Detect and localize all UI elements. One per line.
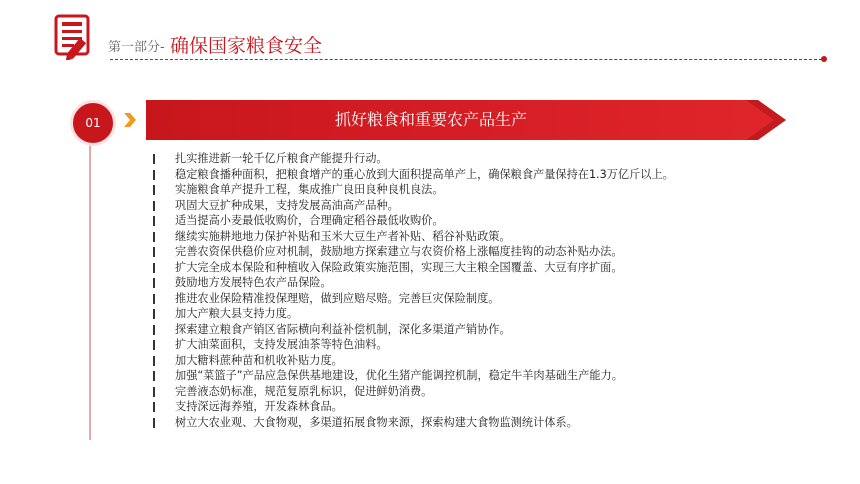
- section-number-badge: 01: [70, 100, 116, 146]
- divider-end-dot: [821, 56, 827, 62]
- list-item: 继续实施耕地地力保护补贴和玉米大豆生产者补贴、稻谷补贴政策。: [153, 229, 773, 245]
- list-item: 扎实推进新一轮千亿斤粮食产能提升行动。: [153, 151, 773, 167]
- page-title: 确保国家粮食安全: [170, 35, 323, 57]
- list-item: 稳定粮食播种面积，把粮食增产的重心放到大面积提高单产上，确保粮食产量保持在1.3万亿斤以上。: [153, 167, 773, 183]
- list-item: 完善液态奶标准，规范复原乳标识，促进鲜奶消费。: [153, 384, 773, 400]
- list-item: 巩固大豆扩种成果，支持发展高油高产品种。: [153, 198, 773, 214]
- list-item: 推进农业保险精准投保理赔，做到应赔尽赔。完善巨灾保险制度。: [153, 291, 773, 307]
- list-item: 扩大完全成本保险和种植收入保险政策实施范围，实现三大主粮全国覆盖、大豆有序扩面。: [153, 260, 773, 276]
- list-item: 实施粮食单产提升工程，集成推广良田良种良机良法。: [153, 182, 773, 198]
- list-item: 支持深远海养殖，开发森林食品。: [153, 399, 773, 415]
- list-item: 加大糖料蔗种苗和机收补贴力度。: [153, 353, 773, 369]
- list-item: 适当提高小麦最低收购价，合理确定稻谷最低收购价。: [153, 213, 773, 229]
- document-pen-icon: [52, 14, 102, 60]
- list-item: 树立大农业观、大食物观，多渠道拓展食物来源，探索构建大食物监测统计体系。: [153, 415, 773, 431]
- list-item: 完善农资保供稳价应对机制，鼓励地方探索建立与农资价格上涨幅度挂钩的动态补贴办法。: [153, 244, 773, 260]
- header-divider: [110, 59, 822, 60]
- chevron-right-icon: [122, 112, 138, 128]
- section-title: 抓好粮食和重要农产品生产: [334, 110, 527, 129]
- list-item: 探索建立粮食产销区省际横向利益补偿机制，深化多渠道产销协作。: [153, 322, 773, 338]
- timeline-line: [89, 140, 91, 440]
- section-prefix: 第一部分-: [108, 40, 165, 55]
- list-item: 加大产粮大县支持力度。: [153, 306, 773, 322]
- list-item: 加强“菜篮子”产品应急保供基地建设，优化生猪产能调控机制，稳定牛羊肉基础生产能力。: [153, 368, 773, 384]
- list-item: 鼓励地方发展特色农产品保险。: [153, 275, 773, 291]
- policy-list: [153, 151, 773, 430]
- list-item: 扩大油菜面积，支持发展油茶等特色油料。: [153, 337, 773, 353]
